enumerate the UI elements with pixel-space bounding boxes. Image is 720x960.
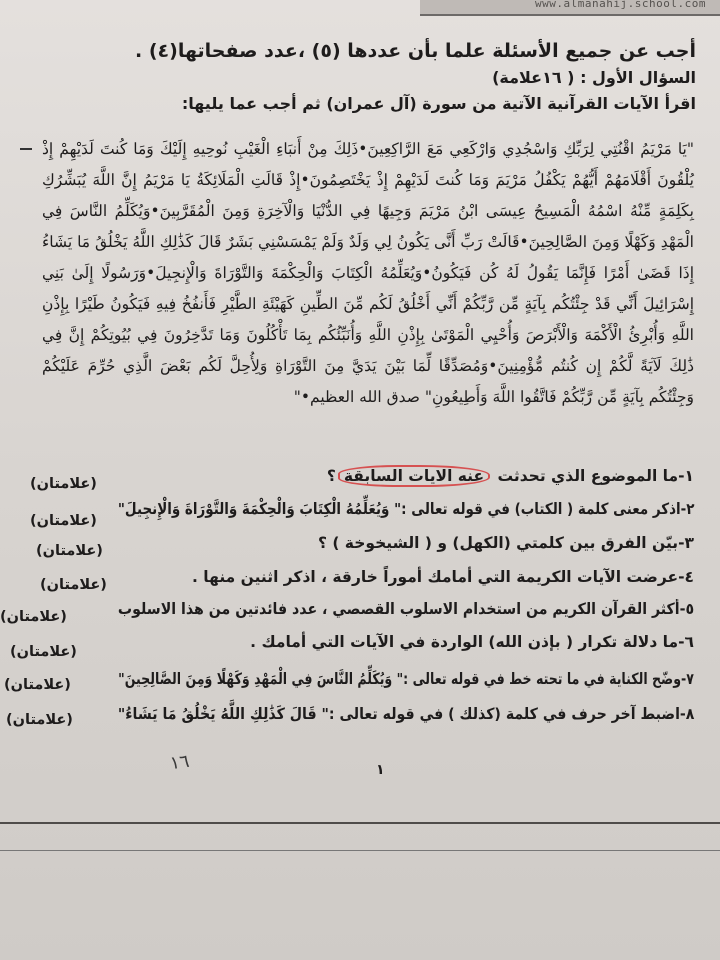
question-1-text-start: ١-ما الموضوع الذي تحدثت — [492, 467, 694, 485]
question-item-2: ٢-اذكر معنى كلمة ( الكتاب) في قوله تعالى :" وَيُعَلِّمُهُ الْكِتَابَ وَالْحِكْمَةَ وَالتَّوْرَاةَ وَالْإِنجِيلَ" — [117, 500, 694, 518]
question-1-text-end: ؟ — [326, 467, 336, 485]
question-item-8: ٨-اضبط آخر حرف في كلمة (كذلك ) في قوله تعالى :" قَالَ كَذَٰلِكِ اللَّهُ يَخْلُقُ مَا يَشَاءُ" — [117, 705, 694, 723]
circled-phrase: عنه الايات السابقة — [338, 465, 490, 487]
dash-mark — [20, 148, 32, 150]
question-5-marks: (علامتان) — [0, 609, 67, 625]
question-item-3: ٣-بيّن الفرق بين كلمتي (الكهل) و ( الشيخوخة ) ؟ — [317, 534, 694, 552]
question-7-marks: (علامتان) — [4, 677, 71, 693]
question-4-marks: (علامتان) — [40, 577, 107, 593]
quran-passage: "يَا مَرْيَمُ اقْنُتِي لِرَبِّكِ وَاسْجُدِي وَارْكَعِي مَعَ الرَّاكِعِينَ•ذَلِكَ مِنْ أَنبَاءِ الْغَيْبِ نُوحِيهِ إِلَيْكَ وَمَا كُنتَ لَدَيْهِمْ إِذْ يُلْقُونَ أَقْلَامَهُمْ أَيُّهُمْ يَكْفُلُ مَرْيَمَ وَمَا كُنتَ لَدَيْهِمْ إِذْ يَخْتَصِمُونَ•إِذْ قَالَتِ الْمَلَائِكَةُ يَا مَرْيَمُ إِنَّ اللَّهَ يُبَشِّرُكِ بِكَلِمَةٍ مِّنْهُ اسْمُهُ الْمَسِيحُ عِيسَى ابْنُ مَرْيَمَ وَجِيهًا فِي الدُّنْيَا وَالْآخِرَةِ وَمِنَ الْمُقَرَّبِينَ•وَيُكَلِّمُ النَّاسَ فِي الْمَهْدِ وَكَهْلًا وَمِنَ الصَّالِحِينَ•قَالَتْ رَبِّ أَنَّى يَكُونُ لِي وَلَدٌ وَلَمْ يَمْسَسْنِي بَشَرٌ قَالَ كَذَٰلِكِ اللَّهُ يَخْلُقُ مَا يَشَاءُ إِذَا قَضَىٰ أَمْرًا فَإِنَّمَا يَقُولُ لَهُ كُن فَيَكُونُ•وَيُعَلِّمُهُ الْكِتَابَ وَالْحِكْمَةَ وَالتَّوْرَاةَ وَالْإِنجِيلَ•وَرَسُولًا إِلَىٰ بَنِي إِسْرَائِيلَ أَنِّي قَدْ جِئْتُكُم بِآيَةٍ مِّن رَّبِّكُمْ أَنِّي أَخْلُقُ لَكُم مِّنَ الطِّينِ كَهَيْئَةِ الطَّيْرِ فَأَنفُخُ فِيهِ فَيَكُونُ طَيْرًا بِإِذْنِ اللَّهِ وَأُبْرِئُ الْأَكْمَهَ وَالْأَبْرَصَ وَأُحْيِي الْمَوْتَىٰ بِإِذْنِ اللَّهِ وَأُنَبِّئُكُم بِمَا تَأْكُلُونَ وَمَا تَدَّخِرُونَ فِي بُيُوتِكُمْ إِنَّ فِي ذَٰلِكَ لَآيَةً لَّكُمْ إِن كُنتُم مُّؤْمِنِينَ•وَمُصَدِّقًا لِّمَا بَيْنَ يَدَيَّ مِنَ التَّوْرَاةِ وَلِأُحِلَّ لَكُم بَعْضَ الَّذِي حُرِّمَ عَلَيْكُمْ وَجِئْتُكُم بِآيَةٍ مِّن رَّبِّكُمْ فَاتَّقُوا اللَّهَ وَأَطِيعُونِ" صدق الله العظيم•" — [42, 140, 694, 406]
page-number: ١ — [376, 762, 385, 778]
bottom-rule — [0, 822, 720, 824]
question-item-1 — [327, 465, 694, 487]
question1-prompt: اقرأ الآيات القرآنية الآتية من سورة (آل عمران) ثم أجب عما يليها: — [181, 94, 696, 113]
question-6-marks: (علامتان) — [10, 644, 77, 660]
question-item-4: ٤-عرضت الآيات الكريمة التي أمامك أموراً خارقة ، اذكر اثنين منها . — [192, 568, 694, 586]
question-2-marks: (علامتان) — [30, 513, 97, 529]
question1-title: السؤال الأول : ( ١٦علامة) — [492, 68, 696, 87]
question-8-marks: (علامتان) — [6, 712, 73, 728]
header-strip — [420, 0, 720, 16]
question-item-7: ٧-وضّح الكناية في ما تحته خط في قوله تعالى :" وَيُكَلِّمُ النَّاسَ فِي الْمَهْدِ وَكَهْلًا وَمِنَ الصَّالِحِينَ" — [118, 670, 694, 688]
bottom-rule-secondary — [0, 850, 720, 851]
question-item-5: ٥-أكثر القرآن الكريم من استخدام الاسلوب القصصي ، عدد فائدتين من هذا الاسلوب — [117, 600, 694, 618]
exam-instructions: أجب عن جميع الأسئلة علما بأن عددها (٥) ،عدد صفحاتها(٤) . — [135, 40, 696, 62]
question-3-marks: (علامتان) — [36, 543, 103, 559]
handwritten-score: ١٦ — [168, 750, 191, 775]
question-item-6: ٦-ما دلالة تكرار ( بإذن الله) الواردة في الآيات التي أمامك . — [250, 633, 694, 651]
question-1-marks: (علامتان) — [30, 476, 97, 492]
header-url: www.almanahij.school.com — [535, 0, 706, 10]
